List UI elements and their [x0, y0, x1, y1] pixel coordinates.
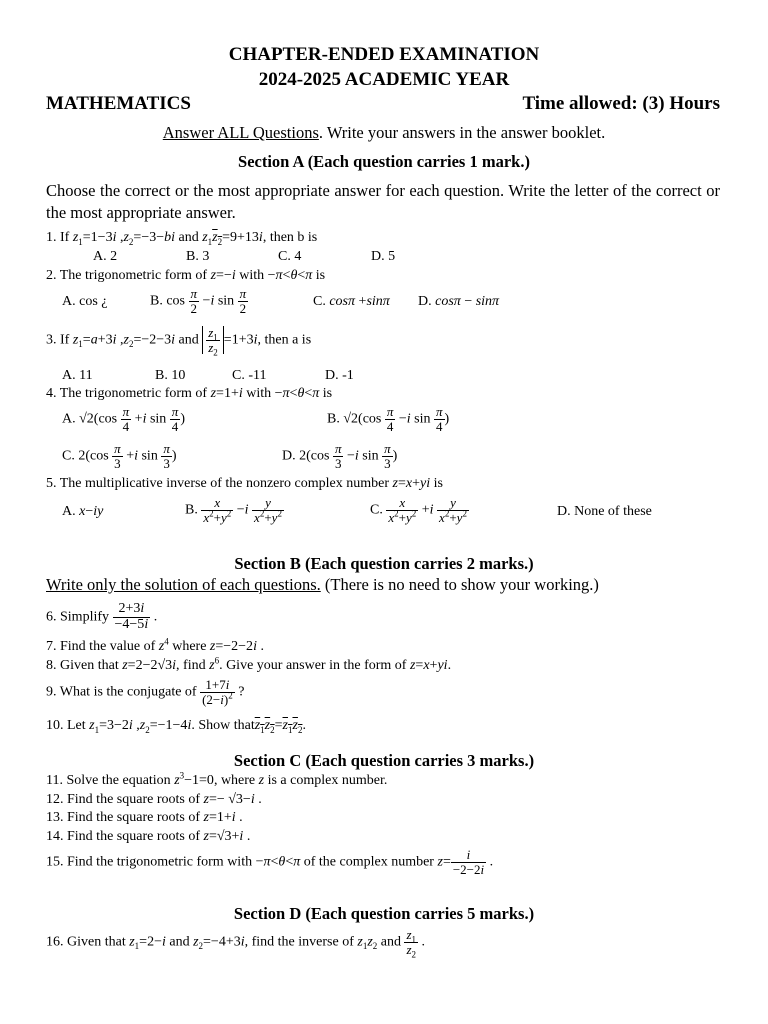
question-10: 10. Let $z_1=3-2i$ $,z_2=-1-4i$. Show $thatz_1z_2=z_1z_2$. [46, 718, 306, 735]
question-12: 12. Find the square roots of z=− √3−i . [46, 792, 262, 807]
q5-option-d: D. None of these [557, 504, 652, 519]
q4-option-c: C. 2(cos $\frac{\pi}{3}$ +i sin $\frac{\pi}{3}$ ) [62, 441, 177, 471]
q2-option-b: B. cos $\frac{\pi}{2}$ −i sin $\frac{\pi}{2}$ [150, 286, 247, 316]
section-b-instructions: Write only the solution of each questions. (There is no need to show your working.) [46, 575, 599, 594]
q4-option-d: D. 2(cos $\frac{\pi}{3}$ −i sin $\frac{\pi}{3}$ ) [282, 441, 398, 471]
question-14: 14. Find the square roots of z=√3+i . [46, 829, 251, 844]
section-c-heading: Section C (Each question carries 3 marks.) [233, 751, 535, 770]
q5-option-b: B. $\frac{x}{x^2+y^2}$ −i $\frac{y}{x^2+y^2}$ [185, 495, 282, 525]
academic-year: 2024-2025 ACADEMIC YEAR [258, 69, 510, 90]
q3-option-c: C. -11 [232, 368, 267, 383]
question-5: 5. The multiplicative inverse of the nonzero complex number z=x+yi is [46, 476, 443, 491]
q2-option-d: D. cosπ − sinπ [418, 294, 500, 309]
q2-option-c: C. cosπ +sinπ [313, 294, 390, 309]
q5-option-a: A. x−iy [62, 504, 104, 519]
q4-option-a: A. √2(cos $\frac{\pi}{4}$ +i sin $\frac{\pi}{4}$ ) [62, 404, 185, 434]
q4-option-b: B. √2(cos $\frac{\pi}{4}$ −i sin $\frac{\pi}{4}$ ) [327, 404, 450, 434]
question-16: 16. Given that $z_1=2-i$ and $z_2=-4+3i$, find the inverse of $z_1z_2$ and $\frac{z_1}{z_2}$ . [46, 927, 426, 960]
time-allowed: Time allowed: (3) Hours [522, 93, 720, 114]
q3-option-b: B. 10 [155, 368, 186, 383]
question-2: 2. The trigonometric form of z=−i with −π<θ<π is [46, 268, 326, 283]
q1-option-b: B. 3 [186, 249, 210, 264]
section-a-heading: Section A (Each question carries 1 mark.) [238, 152, 530, 171]
question-13: 13. Find the square roots of z=1+i . [46, 810, 243, 825]
q5-option-c: C. $\frac{x}{x^2+y^2}$ +i $\frac{y}{x^2+y^2}$ [370, 495, 467, 525]
q1-option-a: A. 2 [93, 249, 118, 264]
question-9: 9. What is the conjugate of $\frac{1+7i}{(2-i)^2}$ ? [46, 677, 245, 707]
question-4: 4. The trigonometric form of z=1+i with −π<θ<π is [46, 386, 333, 401]
question-7: 7. Find the value of $z^4$ where z=−2−2i . [46, 636, 264, 654]
q3-option-d: D. -1 [325, 368, 354, 383]
section-b-heading: Section B (Each question carries 2 marks.) [234, 554, 534, 573]
instructions [0, 123, 768, 143]
section-d-heading: Section D (Each question carries 5 marks.) [233, 904, 535, 923]
question-6: 6. Simplify $\frac{2+3i}{-4-5i}$ . [46, 601, 158, 632]
subject: MATHEMATICS [46, 93, 191, 114]
question-8: 8. Given that z=2−2√3i, find $z^6$. Give your answer in the form of z=x+yi. [46, 655, 452, 673]
question-15: 15. Find the trigonometric form with −π<θ<π of the complex number z= $\frac{i}{-2-2i}$ . [46, 847, 494, 877]
answer-all: Answer ALL Questions [162, 123, 319, 142]
answer-rest: . Write your answers in the answer booklet. [318, 123, 606, 142]
exam-title: CHAPTER-ENDED EXAMINATION [228, 44, 540, 65]
q1-option-c: C. 4 [278, 249, 302, 264]
section-a-intro: Choose the correct or the most appropriate answer for each question. Write the letter of the correct or the most appropriate answer. [46, 181, 720, 222]
question-11: 11. Solve the equation $z^3-1=0$, where z is a complex number. [46, 770, 388, 788]
q2-option-a: A. cos ¿ [62, 294, 108, 309]
q1-option-d: D. 5 [371, 249, 396, 264]
q3-option-a: A. 11 [62, 368, 93, 383]
question-1: 1. If $z_1=1-3i$ $,z_2=-3-bi$ and $z_1z_2=9+13i$, then b is [46, 230, 318, 247]
question-3: 3. If $z_1=a+3i$ $,z_2=-2-3i$ and $\frac{z_1}{z_2}$ =1+3i, then a is [46, 325, 312, 358]
